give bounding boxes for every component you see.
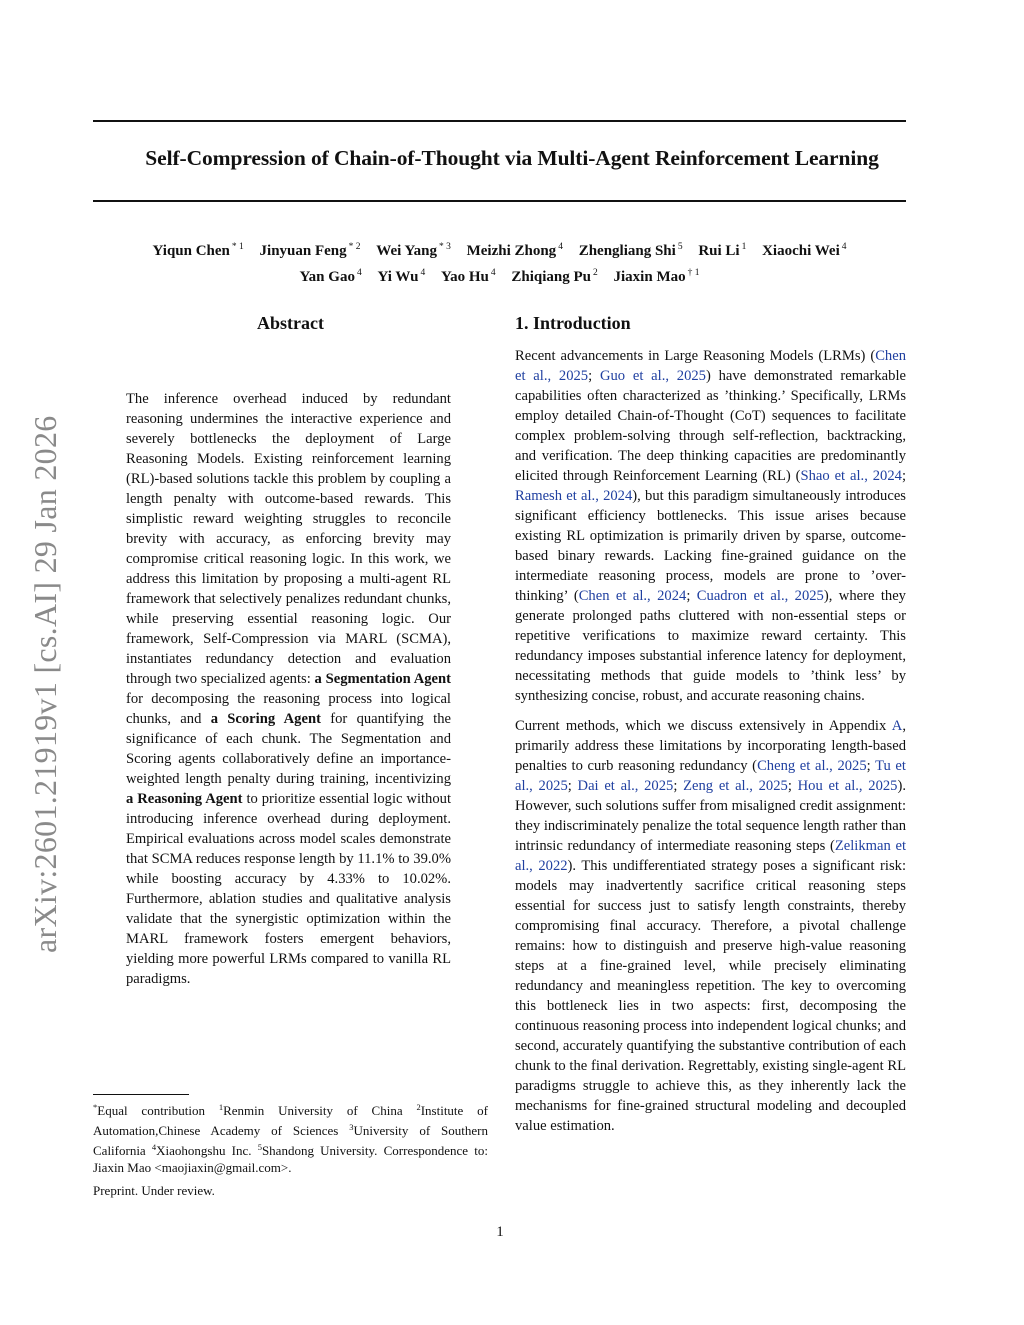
author-name-text: Yan Gao <box>299 269 355 285</box>
abstract-bold-segmentation-agent: a Segmentation Agent <box>314 671 451 687</box>
citation-link[interactable]: Hou et al., 2025 <box>797 778 898 794</box>
author-line-2 <box>93 262 906 288</box>
body-text: Current methods, which we discuss extensively in Appendix <box>515 718 892 734</box>
author-line-1 <box>93 236 906 262</box>
author-name-text: Jiaxin Mao <box>613 269 686 285</box>
footnote-mark: 4 <box>151 1142 157 1152</box>
author-name <box>579 243 683 259</box>
footnote-mark: 2 <box>416 1102 421 1112</box>
author-affiliation-mark: 4 <box>356 268 362 278</box>
author-affiliation-mark: 4 <box>490 268 496 278</box>
citation-link[interactable]: Zeng et al., 2025 <box>683 778 788 794</box>
citation-link[interactable]: Chen et al., 2025 <box>515 348 906 384</box>
body-text: ; <box>787 778 798 794</box>
introduction-heading: 1. Introduction <box>515 313 631 333</box>
footnote-text: Xiaohongshu Inc. <box>156 1143 258 1158</box>
author-affiliation-mark: 4 <box>558 242 563 252</box>
intro-paragraph-2 <box>515 716 906 1136</box>
citation-link[interactable]: Shao et al., 2024 <box>800 468 902 484</box>
author-name <box>762 243 846 259</box>
author-name <box>153 243 244 259</box>
citation-link[interactable]: Zelikman et al., 2022 <box>515 838 906 874</box>
author-name <box>377 269 425 285</box>
footnote-text: Institute of Automation,Chinese Academy of Sciences <box>93 1103 488 1138</box>
body-text: ; <box>588 368 600 384</box>
citation-link[interactable]: Dai et al., 2025 <box>577 778 674 794</box>
author-name <box>698 243 746 259</box>
body-text: , primarily address these limitations by incorporating length-based penalties to curb reasoning redundancy ( <box>515 718 906 774</box>
author-affiliation-mark: * 3 <box>438 242 451 252</box>
author-name-text: Zhiqiang Pu <box>511 269 592 285</box>
author-affiliation-mark: 4 <box>841 242 847 252</box>
introduction-body <box>515 346 906 1146</box>
author-name <box>614 269 700 285</box>
author-name-text: Yiqun Chen <box>152 243 230 259</box>
author-name-text: Zhengliang Shi <box>578 243 676 259</box>
abstract-bold-reasoning-agent: a Reasoning Agent <box>126 791 243 807</box>
footnote-mark: 5 <box>257 1142 262 1152</box>
footnote-text: University of Southern California <box>93 1123 489 1158</box>
intro-paragraph-1 <box>515 346 906 706</box>
footnote-rule <box>93 1094 189 1095</box>
abstract-bold-scoring-agent: a Scoring Agent <box>210 711 321 727</box>
body-text: ; <box>673 778 684 794</box>
footnote-mark: 1 <box>218 1102 224 1112</box>
author-name-text: Yi Wu <box>377 269 419 285</box>
abstract-text: for quantifying the significance of each chunk. The Segmentation and Scoring agents collaboratively define an importance-weighted length penalty during training, incentivizing <box>126 711 451 787</box>
citation-link[interactable]: Chen et al., 2024 <box>578 588 687 604</box>
author-list <box>93 236 906 288</box>
footnote-text: Shandong University. Correspondence to: Jiaxin Mao <maojiaxin@gmail.com>. <box>93 1143 488 1175</box>
body-text: ; <box>901 468 906 484</box>
author-affiliation-mark: * 2 <box>348 242 361 252</box>
author-affiliation-mark: * 1 <box>231 242 244 252</box>
author-name <box>441 269 496 285</box>
body-text: ; <box>567 778 578 794</box>
title-rule-bottom <box>93 200 906 202</box>
author-name <box>467 243 563 259</box>
abstract-body <box>126 389 451 989</box>
author-name-text: Rui Li <box>698 243 740 259</box>
page-number: 1 <box>496 1224 504 1240</box>
author-affiliation-mark: 2 <box>593 268 598 278</box>
author-name <box>260 243 361 259</box>
body-text: ), where they generate prolonged paths cluttered with non-essential steps or repetitive verifications to maximize reward certainty. This redundancy imposes substantial inference latency for deployment, necessitating methods that guide models to ’think less’ by synthesizing concise, robust, and accurate reasoning chains. <box>515 588 906 704</box>
author-name-text: Xiaochi Wei <box>762 243 840 259</box>
citation-link[interactable]: A <box>891 718 903 734</box>
footnote-text: Renmin University of China <box>223 1103 417 1118</box>
author-name-text: Meizhi Zhong <box>466 243 557 259</box>
body-text: ; <box>686 588 697 604</box>
body-text: Recent advancements in Large Reasoning Models (LRMs) ( <box>515 348 876 364</box>
citation-link[interactable]: Tu et al., 2025 <box>515 758 906 794</box>
author-name <box>511 269 597 285</box>
author-name <box>376 243 451 259</box>
arxiv-stamp: arXiv:2601.21919v1 [cs.AI] 29 Jan 2026 <box>27 415 63 953</box>
body-text: ; <box>866 758 876 774</box>
citation-link[interactable]: Cuadron et al., 2025 <box>696 588 824 604</box>
author-name-text: Jinyuan Feng <box>259 243 347 259</box>
author-affiliation-mark: 1 <box>741 242 747 252</box>
footnote-mark: * <box>93 1102 98 1112</box>
author-affiliation-mark: † 1 <box>687 268 700 278</box>
preprint-note: Preprint. Under review. <box>93 1183 215 1198</box>
body-text: ) have demonstrated remarkable capabilities often characterized as ’thinking.’ Specifically, LRMs employ detailed Chain-of-Thought (CoT) sequences to facilitate complex problem-solving through self-reflection, backtracking, and verification. The deep thinking capacities are predominantly elicited through Reinforcement Learning (RL) ( <box>515 368 906 484</box>
author-affiliation-mark: 5 <box>677 242 683 252</box>
abstract-text: to prioritize essential logic without introducing inference overhead during deployment. Empirical evaluations across model scales demonstrate that SCMA reduces response length by 11.1% to 39.0% while boosting accuracy by 4.33% to 10.02%. Furthermore, ablation studies and qualitative analysis validate that the synergistic optimization within the MARL framework fosters emergent behaviors, yielding more powerful LRMs compared to vanilla RL paradigms. <box>126 791 452 987</box>
author-name-text: Yao Hu <box>440 269 489 285</box>
footnote-mark: 3 <box>349 1122 354 1132</box>
author-affiliation-mark: 4 <box>420 268 426 278</box>
abstract-text: for decomposing the reasoning process into logical chunks, and <box>126 691 451 727</box>
author-name <box>300 269 362 285</box>
paper-title: Self-Compression of Chain-of-Thought via Multi-Agent Reinforcement Learning <box>145 146 879 170</box>
affiliations-footnote <box>93 1099 488 1176</box>
citation-link[interactable]: Ramesh et al., 2024 <box>515 488 633 504</box>
footnote-text: Equal contribution <box>97 1103 219 1118</box>
abstract-heading: Abstract <box>257 313 324 333</box>
body-text: ), but this paradigm simultaneously introduces significant efficiency bottlenecks. This issue arises because existing RL optimization is primarily driven by sparse, outcome-based binary rewards. Lacking fine-grained guidance on the intermediate reasoning process, models are prone to ’over-thinking’ ( <box>515 488 906 604</box>
abstract-text: The inference overhead induced by redundant reasoning undermines the interactive experience and severely bottlenecks the deployment of Large Reasoning Models. Existing reinforcement learning (RL)-based solutions tackle this problem by coupling a length penalty with outcome-based rewards. This simplistic reward weighting struggles to reconcile brevity with accuracy, as enforcing brevity may compromise critical reasoning logic. In this work, we address this limitation by proposing a multi-agent RL framework that selectively penalizes redundant chunks, while preserving essential reasoning logic. Our framework, Self-Compression via MARL (SCMA), instantiates redundancy detection and evaluation through two specialized agents: <box>126 391 451 687</box>
citation-link[interactable]: Cheng et al., 2025 <box>757 758 867 774</box>
body-text: ). This undifferentiated strategy poses a significant risk: models may inadvertently sacrifice critical reasoning steps essential for success just to satisfy length constraints, thereby compromising final accuracy. Therefore, a pivotal challenge remains: how to distinguish and preserve high-value reasoning steps at a fine-grained level, while precisely eliminating redundancy and meaningless repetition. The key to overcoming this bottleneck lies in two aspects: first, decomposing the continuous reasoning process into independent logical chunks; and second, accurately quantifying the substantive contribution of each chunk to the final derivation. Regrettably, existing single-agent RL paradigms struggle to achieve this, as they inherently lack the mechanisms for fine-grained structural modeling and decoupled value estimation. <box>515 858 906 1134</box>
author-name-text: Wei Yang <box>376 243 437 259</box>
body-text: ). However, such solutions suffer from misaligned credit assignment: they indiscriminately penalize the total sequence length rather than intrinsic redundancy of intermediate reasoning steps ( <box>515 778 906 854</box>
title-rule-top <box>93 120 906 122</box>
citation-link[interactable]: Guo et al., 2025 <box>599 368 706 384</box>
